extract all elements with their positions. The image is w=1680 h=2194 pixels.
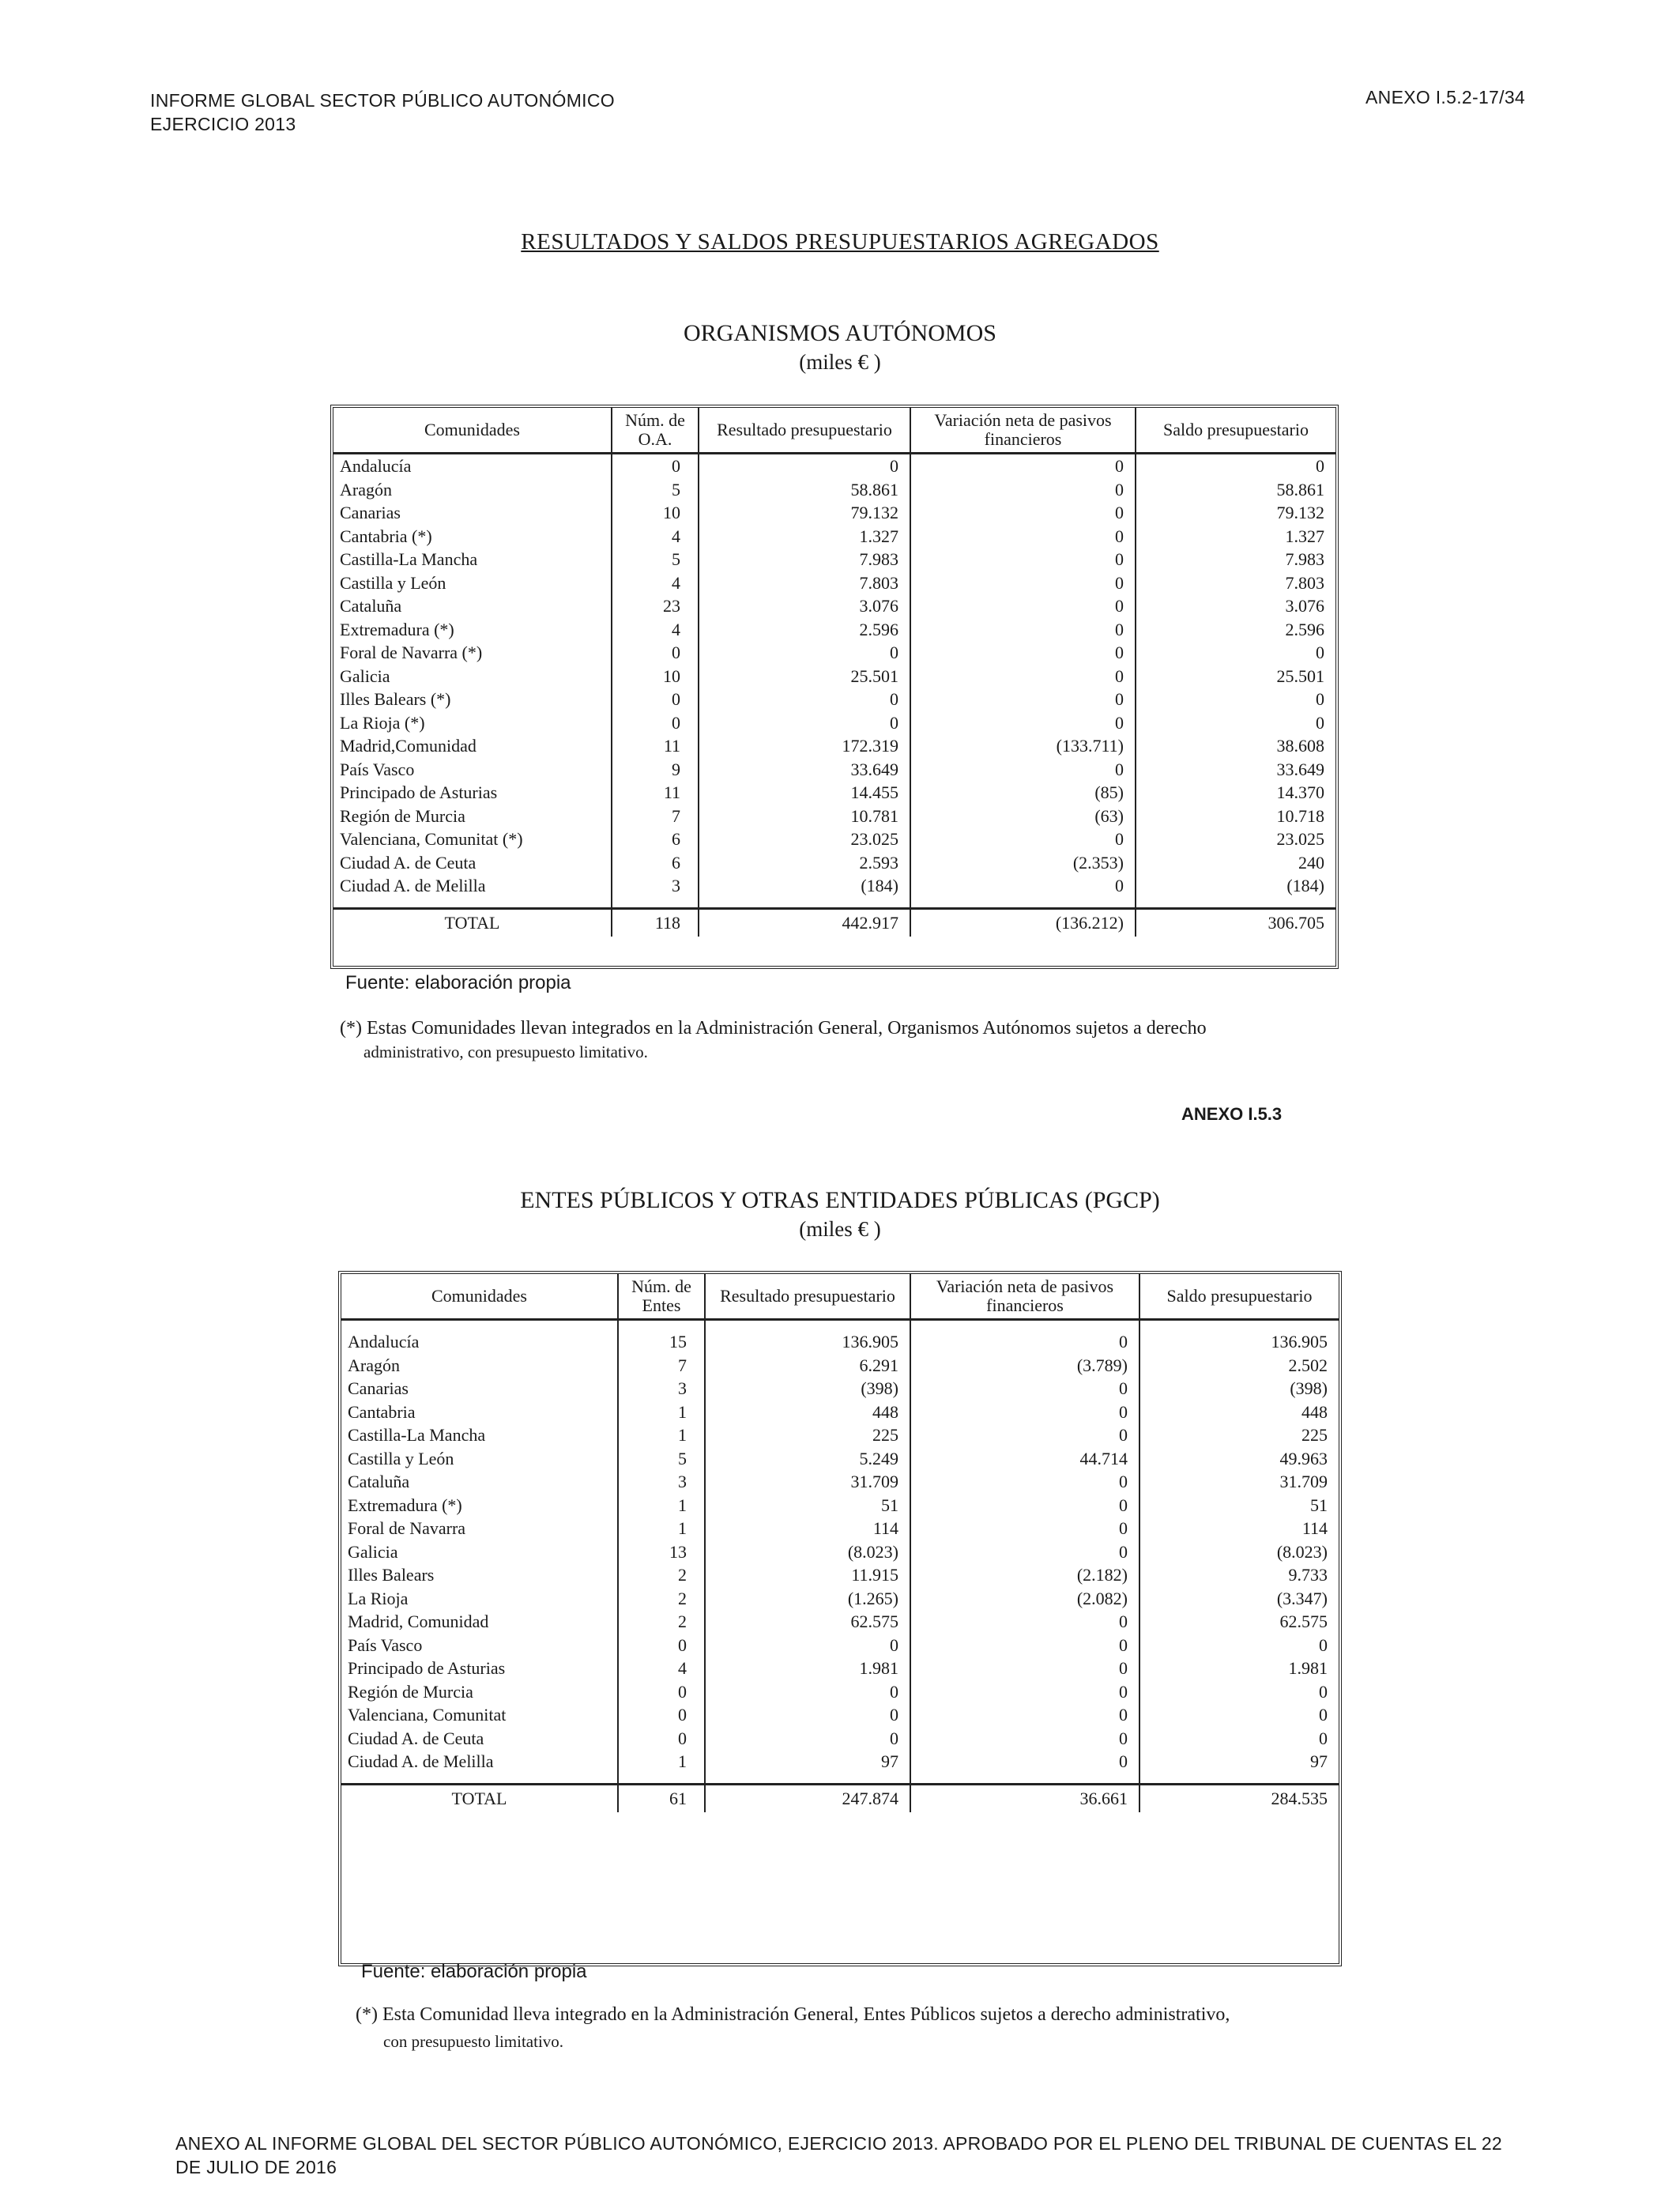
- col-header-num: Núm. de Entes: [618, 1274, 705, 1320]
- cell-num: 0: [618, 1727, 705, 1751]
- table-header-row: [333, 408, 1335, 454]
- table-row: [341, 1494, 1339, 1517]
- col-header-variacion: Variación neta de pasivos financieros: [910, 1274, 1139, 1320]
- cell-num: 4: [612, 571, 699, 595]
- cell-num: 2: [618, 1587, 705, 1611]
- cell-comunidad: Cantabria (*): [333, 525, 612, 548]
- cell-comunidad: Foral de Navarra (*): [333, 641, 612, 665]
- cell-comunidad: Principado de Asturias: [341, 1657, 618, 1680]
- cell-comunidad: Madrid,Comunidad: [333, 734, 612, 758]
- total-cell-comunidad: TOTAL: [333, 908, 612, 937]
- cell-saldo: (8.023): [1276, 1541, 1328, 1562]
- cell-saldo: 1.981: [1288, 1658, 1328, 1678]
- cell-num: 11: [612, 781, 699, 805]
- annex-number: ANEXO I.5.2-17/34: [1365, 87, 1525, 107]
- report-year: EJERCICIO 2013: [150, 114, 296, 134]
- cell-saldo: 0: [1316, 712, 1324, 733]
- section1-note-line2: administrativo, con presupuesto limitativo.: [363, 1042, 648, 1061]
- cell-variacion: 0: [910, 711, 1136, 735]
- spacer-row: [341, 1320, 1339, 1331]
- total-cell-variacion: (136.212): [910, 908, 1136, 937]
- cell-variacion: 0: [910, 641, 1136, 665]
- col-header-num: Núm. de O.A.: [612, 408, 699, 454]
- cell-num: 4: [612, 525, 699, 548]
- cell-saldo: 7.803: [1285, 572, 1324, 593]
- cell-resultado: 0: [699, 711, 910, 735]
- cell-variacion: (2.082): [910, 1587, 1139, 1611]
- cell-variacion: 0: [910, 1610, 1139, 1634]
- cell-saldo: 2.596: [1285, 619, 1324, 639]
- spacer-cell: [705, 1320, 910, 1331]
- table-row: [341, 1703, 1339, 1727]
- cell-num: 3: [618, 1470, 705, 1494]
- cell-num: 2: [618, 1610, 705, 1634]
- cell-comunidad: Ciudad A. de Melilla: [341, 1750, 618, 1774]
- cell-comunidad: Extremadura (*): [333, 618, 612, 642]
- cell-variacion: (2.182): [910, 1563, 1139, 1587]
- cell-variacion: 0: [910, 1727, 1139, 1751]
- cell-comunidad: Aragón: [333, 478, 612, 502]
- total-cell-resultado: 247.874: [705, 1784, 910, 1812]
- cell-comunidad: Galicia: [333, 665, 612, 688]
- spacer-cell: [333, 898, 612, 909]
- cell-saldo: 0: [1316, 643, 1324, 662]
- cell-resultado: 51: [705, 1494, 910, 1517]
- cell-num: 9: [612, 758, 699, 782]
- table-row: [341, 1447, 1339, 1471]
- cell-comunidad: Castilla y León: [333, 571, 612, 595]
- cell-num: 5: [612, 478, 699, 502]
- cell-num: 1: [618, 1750, 705, 1774]
- total-cell-saldo: 284.535: [1139, 1784, 1339, 1812]
- cell-resultado: 225: [705, 1423, 910, 1447]
- cell-resultado: 0: [699, 688, 910, 711]
- table-entes-publicos: [338, 1271, 1342, 1966]
- table-header-row: [341, 1274, 1339, 1320]
- table-row: [333, 688, 1335, 711]
- cell-resultado: 2.593: [699, 851, 910, 875]
- table-row: [333, 827, 1335, 851]
- table-row: [333, 548, 1335, 571]
- cell-variacion: (63): [910, 805, 1136, 828]
- cell-variacion: 0: [910, 478, 1136, 502]
- spacer-row: [333, 898, 1335, 909]
- cell-num: 3: [612, 874, 699, 898]
- table-row: [341, 1423, 1339, 1447]
- cell-saldo: 23.025: [1276, 829, 1324, 849]
- cell-resultado: 10.781: [699, 805, 910, 828]
- cell-resultado: 23.025: [699, 827, 910, 851]
- cell-variacion: (3.789): [910, 1354, 1139, 1378]
- cell-saldo: 62.575: [1279, 1612, 1328, 1631]
- table-row: [341, 1400, 1339, 1424]
- cell-comunidad: Andalucía: [341, 1330, 618, 1354]
- cell-saldo: 25.501: [1276, 665, 1324, 686]
- footer-line1: ANEXO AL INFORME GLOBAL DEL SECTOR PÚBLICO AUTONÓMICO, EJERCICIO 2013. APROBADO POR EL PLENO DEL TRIBUNAL DE CUENTAS EL 22: [175, 2133, 1503, 2154]
- cell-resultado: 1.327: [699, 525, 910, 548]
- cell-comunidad: Extremadura (*): [341, 1494, 618, 1517]
- col-header-resultado: Resultado presupuestario: [705, 1274, 910, 1320]
- cell-resultado: 5.249: [705, 1447, 910, 1471]
- cell-comunidad: Ciudad A. de Ceuta: [341, 1727, 618, 1751]
- cell-resultado: 97: [705, 1750, 910, 1774]
- table-row: [341, 1750, 1339, 1774]
- cell-num: 5: [618, 1447, 705, 1471]
- table-row: [341, 1587, 1339, 1611]
- cell-saldo: 1.327: [1285, 526, 1324, 546]
- col-header-variacion: Variación neta de pasivos financieros: [910, 408, 1136, 454]
- cell-resultado: 7.983: [699, 548, 910, 571]
- cell-resultado: (1.265): [705, 1587, 910, 1611]
- cell-saldo: (398): [1290, 1378, 1328, 1398]
- cell-comunidad: Illes Balears: [341, 1563, 618, 1587]
- cell-num: 1: [618, 1517, 705, 1540]
- section1-title: ORGANISMOS AUTÓNOMOS: [684, 320, 996, 346]
- cell-resultado: 0: [705, 1680, 910, 1704]
- total-cell-comunidad: TOTAL: [341, 1784, 618, 1812]
- cell-saldo: 7.983: [1285, 549, 1324, 569]
- cell-num: 2: [618, 1563, 705, 1587]
- cell-comunidad: Galicia: [341, 1540, 618, 1564]
- cell-saldo: 136.905: [1271, 1332, 1328, 1351]
- cell-saldo: 58.861: [1276, 479, 1324, 499]
- cell-saldo: 0: [1319, 1705, 1328, 1725]
- cell-num: 6: [612, 827, 699, 851]
- section2-units: (miles € ): [799, 1217, 881, 1241]
- col-header-resultado: Resultado presupuestario: [699, 408, 910, 454]
- cell-num: 10: [612, 501, 699, 525]
- cell-variacion: (85): [910, 781, 1136, 805]
- cell-variacion: (133.711): [910, 734, 1136, 758]
- cell-variacion: 0: [910, 874, 1136, 898]
- cell-resultado: 14.455: [699, 781, 910, 805]
- cell-resultado: 0: [705, 1703, 910, 1727]
- cell-resultado: 0: [699, 454, 910, 478]
- cell-saldo: 0: [1319, 1634, 1328, 1655]
- cell-variacion: 0: [910, 1330, 1139, 1354]
- cell-comunidad: Canarias: [341, 1377, 618, 1400]
- cell-saldo: 448: [1301, 1401, 1328, 1422]
- cell-resultado: 25.501: [699, 665, 910, 688]
- cell-num: 0: [612, 641, 699, 665]
- spacer-cell: [618, 1774, 705, 1785]
- section2-title: ENTES PÚBLICOS Y OTRAS ENTIDADES PÚBLICAS (PGCP): [520, 1187, 1160, 1213]
- cell-num: 23: [612, 594, 699, 618]
- report-header: [150, 89, 615, 136]
- cell-resultado: 136.905: [705, 1330, 910, 1354]
- table-row: [341, 1680, 1339, 1704]
- page-footer: [175, 2132, 1519, 2179]
- cell-variacion: 0: [910, 548, 1136, 571]
- table-row: [333, 478, 1335, 502]
- section2-note-line2: con presupuesto limitativo.: [383, 2032, 564, 2051]
- cell-resultado: 448: [705, 1400, 910, 1424]
- cell-saldo: (3.347): [1276, 1588, 1328, 1608]
- cell-resultado: 62.575: [705, 1610, 910, 1634]
- cell-resultado: 0: [705, 1634, 910, 1657]
- spacer-cell: [341, 1320, 618, 1331]
- main-title: RESULTADOS Y SALDOS PRESUPUESTARIOS AGREGADOS: [521, 229, 1159, 254]
- table-row: [341, 1657, 1339, 1680]
- cell-variacion: 0: [910, 594, 1136, 618]
- cell-comunidad: País Vasco: [341, 1634, 618, 1657]
- cell-comunidad: Illes Balears (*): [333, 688, 612, 711]
- cell-variacion: 0: [910, 454, 1136, 478]
- cell-resultado: (398): [705, 1377, 910, 1400]
- cell-comunidad: La Rioja: [341, 1587, 618, 1611]
- cell-resultado: 31.709: [705, 1470, 910, 1494]
- cell-resultado: 11.915: [705, 1563, 910, 1587]
- total-row: [341, 1784, 1339, 1812]
- table-organismos-autonomos: [330, 405, 1339, 969]
- cell-resultado: 0: [705, 1727, 910, 1751]
- cell-variacion: 0: [910, 1377, 1139, 1400]
- cell-saldo: 10.718: [1276, 805, 1324, 826]
- cell-variacion: 0: [910, 1680, 1139, 1704]
- section2-note-line1: (*) Esta Comunidad lleva integrado en la Administración General, Entes Públicos sujetos a derecho administrativo,: [356, 2004, 1230, 2025]
- section2-note: [356, 2004, 1230, 2052]
- cell-variacion: 0: [910, 1423, 1139, 1447]
- cell-num: 5: [612, 548, 699, 571]
- spacer-cell: [910, 1320, 1139, 1331]
- cell-comunidad: Cantabria: [341, 1400, 618, 1424]
- cell-variacion: 0: [910, 1400, 1139, 1424]
- cell-num: 0: [612, 688, 699, 711]
- cell-num: 0: [612, 711, 699, 735]
- cell-num: 1: [618, 1423, 705, 1447]
- cell-num: 0: [612, 454, 699, 478]
- cell-variacion: 0: [910, 1540, 1139, 1564]
- cell-resultado: 79.132: [699, 501, 910, 525]
- cell-comunidad: Foral de Navarra: [341, 1517, 618, 1540]
- cell-variacion: 0: [910, 571, 1136, 595]
- cell-resultado: 172.319: [699, 734, 910, 758]
- cell-comunidad: Canarias: [333, 501, 612, 525]
- cell-variacion: 0: [910, 827, 1136, 851]
- table-row: [341, 1610, 1339, 1634]
- table-row: [333, 665, 1335, 688]
- table-row: [333, 805, 1335, 828]
- cell-resultado: 33.649: [699, 758, 910, 782]
- cell-resultado: (184): [699, 874, 910, 898]
- cell-comunidad: Ciudad A. de Ceuta: [333, 851, 612, 875]
- total-cell-saldo: 306.705: [1136, 908, 1335, 937]
- report-title: INFORME GLOBAL SECTOR PÚBLICO AUTONÓMICO: [150, 90, 615, 111]
- table-row: [341, 1563, 1339, 1587]
- cell-num: 1: [618, 1494, 705, 1517]
- cell-variacion: 0: [910, 525, 1136, 548]
- cell-variacion: 0: [910, 688, 1136, 711]
- cell-num: 13: [618, 1540, 705, 1564]
- cell-saldo: 31.709: [1279, 1472, 1328, 1491]
- spacer-cell: [1136, 898, 1335, 909]
- section1-note: [340, 1018, 1207, 1062]
- spacer-cell: [612, 898, 699, 909]
- cell-num: 15: [618, 1330, 705, 1354]
- annex-mid: ANEXO I.5.3: [1181, 1104, 1283, 1124]
- total-row: [333, 908, 1335, 937]
- table-row: [333, 734, 1335, 758]
- cell-saldo: 49.963: [1279, 1448, 1328, 1468]
- total-cell-num: 118: [612, 908, 699, 937]
- cell-num: 1: [618, 1400, 705, 1424]
- cell-saldo: 0: [1319, 1728, 1328, 1748]
- col-header-comunidades: Comunidades: [341, 1274, 618, 1320]
- cell-variacion: 0: [910, 1657, 1139, 1680]
- cell-saldo: 33.649: [1276, 759, 1324, 779]
- total-cell-num: 61: [618, 1784, 705, 1812]
- cell-resultado: (8.023): [705, 1540, 910, 1564]
- table-row: [333, 874, 1335, 898]
- cell-saldo: 79.132: [1276, 503, 1324, 522]
- spacer-cell: [910, 898, 1136, 909]
- cell-resultado: 114: [705, 1517, 910, 1540]
- cell-saldo: 51: [1310, 1495, 1328, 1515]
- cell-saldo: 0: [1316, 456, 1324, 476]
- spacer-cell: [1139, 1774, 1339, 1785]
- col-header-saldo: Saldo presupuestario: [1139, 1274, 1339, 1320]
- cell-comunidad: Valenciana, Comunitat: [341, 1703, 618, 1727]
- cell-resultado: 6.291: [705, 1354, 910, 1378]
- cell-comunidad: La Rioja (*): [333, 711, 612, 735]
- section1-note-line1: (*) Estas Comunidades llevan integrados en la Administración General, Organismos Autónomos sujetos a derecho: [340, 1018, 1207, 1039]
- table-row: [333, 525, 1335, 548]
- cell-saldo: 2.502: [1288, 1355, 1328, 1375]
- table-row: [333, 851, 1335, 875]
- table-row: [333, 781, 1335, 805]
- cell-num: 0: [618, 1703, 705, 1727]
- col-header-comunidades: Comunidades: [333, 408, 612, 454]
- cell-variacion: 0: [910, 1517, 1139, 1540]
- table-row: [341, 1470, 1339, 1494]
- footer-line2: DE JULIO DE 2016: [175, 2157, 337, 2177]
- cell-variacion: 0: [910, 618, 1136, 642]
- organismos-table: [333, 408, 1335, 937]
- spacer-cell: [341, 1774, 618, 1785]
- table-row: [333, 501, 1335, 525]
- cell-comunidad: Principado de Asturias: [333, 781, 612, 805]
- cell-comunidad: Región de Murcia: [333, 805, 612, 828]
- cell-variacion: 0: [910, 1750, 1139, 1774]
- cell-variacion: (2.353): [910, 851, 1136, 875]
- cell-resultado: 0: [699, 641, 910, 665]
- section2-source: Fuente: elaboración propia: [361, 1961, 587, 1982]
- table-row: [341, 1354, 1339, 1378]
- cell-num: 4: [618, 1657, 705, 1680]
- section1-source: Fuente: elaboración propia: [345, 972, 571, 993]
- cell-saldo: 114: [1301, 1518, 1328, 1538]
- cell-variacion: 44.714: [910, 1447, 1139, 1471]
- cell-num: 7: [618, 1354, 705, 1378]
- spacer-cell: [705, 1774, 910, 1785]
- spacer-cell: [910, 1774, 1139, 1785]
- table-row: [341, 1540, 1339, 1564]
- cell-saldo: 14.370: [1276, 782, 1324, 802]
- cell-resultado: 1.981: [705, 1657, 910, 1680]
- cell-num: 0: [618, 1680, 705, 1704]
- table-row: [341, 1377, 1339, 1400]
- total-cell-variacion: 36.661: [910, 1784, 1139, 1812]
- cell-comunidad: Castilla y León: [341, 1447, 618, 1471]
- cell-num: 3: [618, 1377, 705, 1400]
- table-row: [333, 571, 1335, 595]
- cell-variacion: 0: [910, 1703, 1139, 1727]
- cell-variacion: 0: [910, 665, 1136, 688]
- cell-comunidad: Castilla-La Mancha: [333, 548, 612, 571]
- cell-comunidad: Cataluña: [341, 1470, 618, 1494]
- cell-variacion: 0: [910, 1634, 1139, 1657]
- cell-saldo: 38.608: [1276, 736, 1324, 756]
- cell-resultado: 3.076: [699, 594, 910, 618]
- table-row: [333, 594, 1335, 618]
- spacer-row: [341, 1774, 1339, 1785]
- cell-resultado: 2.596: [699, 618, 910, 642]
- table-row: [333, 758, 1335, 782]
- cell-saldo: 0: [1316, 689, 1324, 709]
- entes-table: [341, 1274, 1339, 1812]
- table-row: [333, 454, 1335, 478]
- cell-saldo: 3.076: [1285, 596, 1324, 616]
- table-row: [341, 1727, 1339, 1751]
- cell-num: 11: [612, 734, 699, 758]
- table-row: [341, 1517, 1339, 1540]
- spacer-cell: [699, 898, 910, 909]
- col-header-saldo: Saldo presupuestario: [1136, 408, 1335, 454]
- cell-num: 7: [612, 805, 699, 828]
- cell-saldo: 240: [1298, 852, 1324, 873]
- table-row: [333, 711, 1335, 735]
- cell-resultado: 58.861: [699, 478, 910, 502]
- cell-saldo: (184): [1286, 876, 1324, 895]
- cell-saldo: 225: [1301, 1425, 1328, 1445]
- cell-variacion: 0: [910, 758, 1136, 782]
- cell-comunidad: Ciudad A. de Melilla: [333, 874, 612, 898]
- cell-num: 4: [612, 618, 699, 642]
- cell-num: 10: [612, 665, 699, 688]
- cell-comunidad: Cataluña: [333, 594, 612, 618]
- cell-comunidad: Valenciana, Comunitat (*): [333, 827, 612, 851]
- table-body: [333, 454, 1335, 937]
- spacer-cell: [1139, 1320, 1339, 1331]
- table-row: [341, 1634, 1339, 1657]
- spacer-cell: [618, 1320, 705, 1331]
- table-row: [341, 1330, 1339, 1354]
- cell-comunidad: Madrid, Comunidad: [341, 1610, 618, 1634]
- cell-comunidad: País Vasco: [333, 758, 612, 782]
- total-cell-resultado: 442.917: [699, 908, 910, 937]
- cell-comunidad: Región de Murcia: [341, 1680, 618, 1704]
- table-row: [333, 618, 1335, 642]
- cell-comunidad: Andalucía: [333, 454, 612, 478]
- cell-saldo: 97: [1310, 1751, 1328, 1771]
- cell-saldo: 9.733: [1288, 1565, 1328, 1585]
- table-body: [341, 1320, 1339, 1812]
- cell-comunidad: Castilla-La Mancha: [341, 1423, 618, 1447]
- cell-num: 0: [618, 1634, 705, 1657]
- cell-saldo: 0: [1319, 1681, 1328, 1702]
- cell-num: 6: [612, 851, 699, 875]
- cell-resultado: 7.803: [699, 571, 910, 595]
- section1-units: (miles € ): [799, 350, 881, 374]
- cell-comunidad: Aragón: [341, 1354, 618, 1378]
- cell-variacion: 0: [910, 1470, 1139, 1494]
- cell-variacion: 0: [910, 501, 1136, 525]
- table-row: [333, 641, 1335, 665]
- cell-variacion: 0: [910, 1494, 1139, 1517]
